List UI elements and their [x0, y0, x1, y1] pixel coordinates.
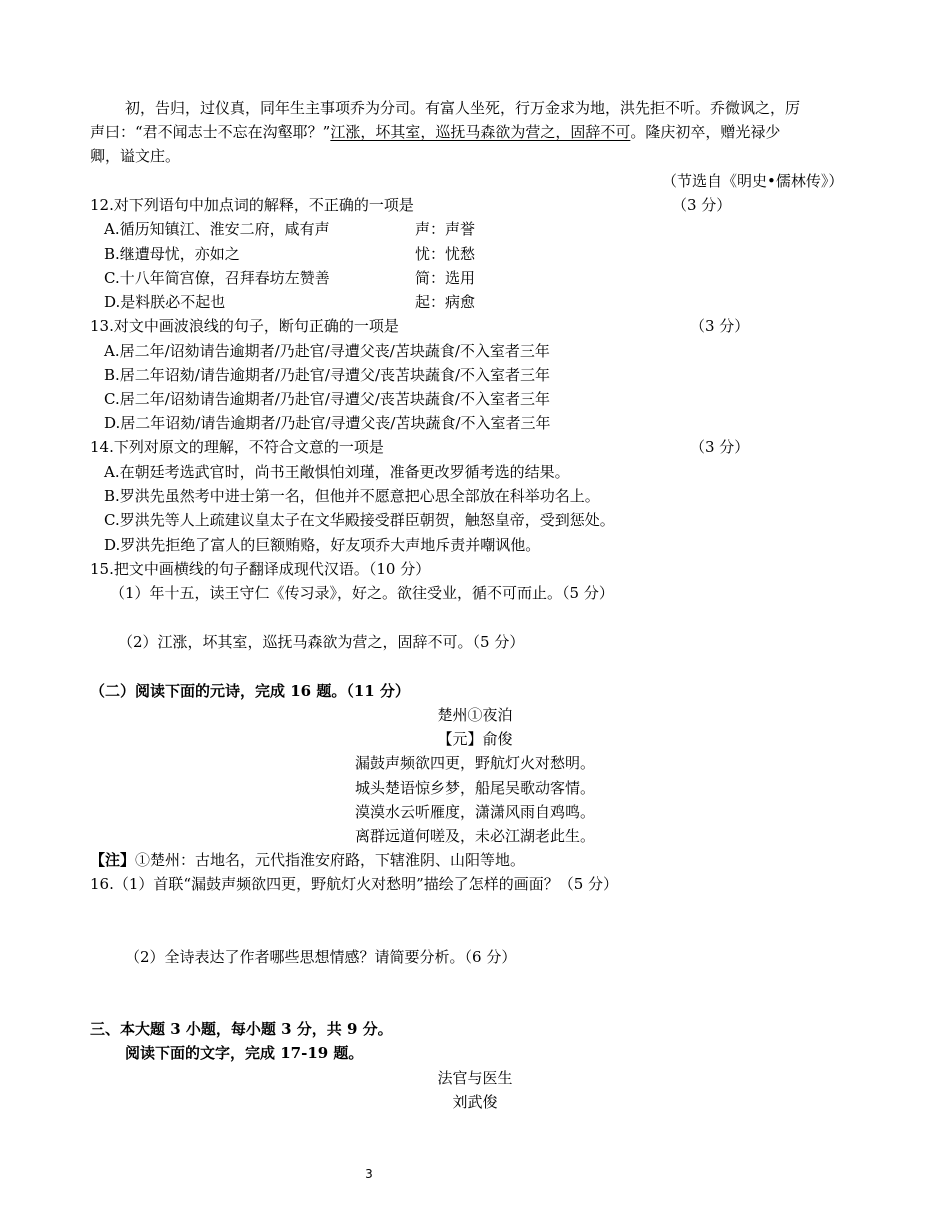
- q12-option-a: A.循历知镇江、淮安二府，咸有声: [104, 220, 330, 238]
- article-author: 刘武俊: [452, 1093, 498, 1111]
- q14-score: （3 分）: [690, 438, 750, 456]
- q15-sub-1: （1）年十五，读王守仁《传习录》，好之。欲往受业，循不可而止。（5 分）: [110, 584, 614, 602]
- poem-line-2: 城头楚语惊乡梦，船尾吴歌动客情。: [354, 779, 595, 797]
- q15-stem: 15.把文中画横线的句子翻译成现代汉语。（10 分）: [90, 560, 431, 578]
- poem-line-1: 漏鼓声频欲四更，野航灯火对愁明。: [354, 754, 595, 772]
- q12-gloss-c: 简：选用: [415, 269, 476, 287]
- q12-stem: 12.对下列语句中加点词的解释，不正确的一项是: [90, 196, 414, 214]
- passage-line-1: 初，告归，过仪真，同年生主事项乔为分司。有富人坐死，行万金求为地，洪先拒不听。乔微讽之，厉: [125, 99, 801, 117]
- q12-option-b: B.继遭母忧，亦如之: [104, 245, 240, 263]
- q14-option-c: C.罗洪先等人上疏建议皇太子在文华殿接受群臣朝贺，触怒皇帝，受到惩处。: [104, 511, 615, 529]
- poem-line-3: 漠漠水云听雁度，潇潇风雨自鸡鸣。: [354, 803, 595, 821]
- q12-gloss-b: 忧：忧愁: [415, 245, 476, 263]
- q14-stem: 14.下列对原文的理解，不符合文意的一项是: [90, 438, 384, 456]
- q13-stem: 13.对文中画波浪线的句子，断句正确的一项是: [90, 317, 399, 335]
- q12-gloss-a: 声：声誉: [415, 220, 476, 238]
- q12-option-c: C.十八年简宫僚，召拜春坊左赞善: [104, 269, 330, 287]
- poem-author: 【元】俞俊: [437, 730, 513, 748]
- passage-line-2: [90, 121, 780, 143]
- passage-line-2-pre: 声曰：“君不闻志士不忘在沟壑耶？”: [90, 123, 331, 141]
- underlined-sentence: 江涨，坏其室，巡抚马森欲为营之，固辞不可: [330, 123, 631, 141]
- q14-option-d: D.罗洪先拒绝了富人的巨额贿赂，好友项乔大声地斥责并嘲讽他。: [104, 536, 541, 554]
- article-title: 法官与医生: [437, 1069, 513, 1087]
- poem-title: 楚州①夜泊: [437, 706, 513, 724]
- q15-sub-2: （2）江涨，坏其室，巡抚马森欲为营之，固辞不可。（5 分）: [118, 633, 525, 651]
- poem-note-label: 【注】: [90, 851, 136, 869]
- q16-part-2: （2）全诗表达了作者哪些思想情感？请简要分析。（6 分）: [125, 948, 517, 966]
- section-3-heading: 三、本大题 3 小题，每小题 3 分，共 9 分。: [90, 1020, 393, 1038]
- q13-option-c: C.居二年/诏劾请告逾期者/乃赴官/寻遭父/丧苫块蔬食/不入室者三年: [104, 390, 550, 408]
- q13-score: （3 分）: [690, 317, 750, 335]
- poem-note: [90, 849, 525, 871]
- page-number: 3: [365, 1167, 373, 1181]
- q14-option-a: A.在朝廷考选武官时，尚书王敞惧怕刘瑾，准备更改罗循考选的结果。: [104, 463, 570, 481]
- q13-option-a: A.居二年/诏劾请告逾期者/乃赴官/寻遭父丧/苫块蔬食/不入室者三年: [104, 342, 550, 360]
- section-3-instruction: 阅读下面的文字，完成 17-19 题。: [125, 1044, 364, 1062]
- q13-option-b: B.居二年诏劾/请告逾期者/乃赴官/寻遭父/丧苫块蔬食/不入室者三年: [104, 366, 551, 384]
- q12-score: （3 分）: [672, 196, 732, 214]
- passage-source: （节选自《明史•儒林传》）: [662, 172, 844, 190]
- passage-line-3: 卿，谥文庄。: [90, 147, 181, 165]
- section-2-heading: （二）阅读下面的元诗，完成 16 题。（11 分）: [90, 682, 410, 700]
- q12-option-d: D.是料朕必不起也: [104, 293, 226, 311]
- q14-option-b: B.罗洪先虽然考中进士第一名，但他并不愿意把心思全部放在科举功名上。: [104, 487, 600, 505]
- poem-line-4: 离群远道何嗟及，未必江湖老此生。: [354, 827, 595, 845]
- q13-option-d: D.居二年诏劾/请告逾期者/乃赴官/寻遭父丧/苫块蔬食/不入室者三年: [104, 414, 551, 432]
- passage-line-2-post: 。隆庆初卒，赠光禄少: [630, 123, 781, 141]
- q16-part-1: 16.（1）首联“漏鼓声频欲四更，野航灯火对愁明”描绘了怎样的画面？（5 分）: [90, 875, 619, 893]
- poem-note-text: ①楚州：古地名，元代指淮安府路，下辖淮阴、山阳等地。: [135, 851, 526, 869]
- q12-gloss-d: 起：病愈: [415, 293, 476, 311]
